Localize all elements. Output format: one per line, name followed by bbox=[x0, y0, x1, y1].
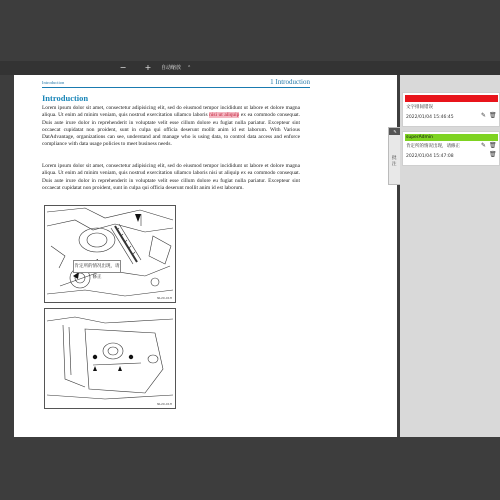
figure-1-code: NL20-01H bbox=[157, 296, 172, 300]
comment-text: 文字排间错误 bbox=[406, 105, 433, 110]
delete-icon[interactable]: 🗑 bbox=[489, 142, 497, 149]
running-header-left: Introduction bbox=[42, 80, 65, 85]
viewer-toolbar bbox=[0, 61, 500, 75]
engine-drawing bbox=[45, 206, 175, 302]
delete-icon[interactable]: 🗑 bbox=[489, 112, 497, 119]
paragraph-2: Lorem ipsum dolor sit amet, consectetur adipisicing elit, sed do eiusmod tempor incididunt ut labore et dolore magna aliqua. Ut enim ad minim veniam, quis nostrud exercitation ullamco laboris nisi ut aliquip ex ea commodo consequat. Duis aute irure dolor in reprehenderit in voluptate velit esse cillum dolore eu fugiat nulla pariatur. Excepteur sint occaecat cupidatat non proident, sunt in culpa qui officia deserunt mollit anim id est laborum. bbox=[42, 163, 300, 191]
paragraph-1 bbox=[42, 105, 300, 149]
edit-icon: ✎ bbox=[389, 128, 401, 135]
zoom-in-button[interactable]: + bbox=[144, 63, 152, 72]
figure-panel-illustration bbox=[44, 308, 176, 409]
chevron-down-icon[interactable]: ⌃ bbox=[187, 65, 192, 71]
page-header bbox=[42, 79, 310, 88]
document-page bbox=[14, 75, 397, 437]
paragraph-1-text-b: ex ea commodo consequat. Duis aute irure dolor in reprehenderit in voluptate velit esse cillum dolore eu fugiat nulla pariatur. Excepteur sint occaecat cupidatat non proident, sunt in culpa qui officia deserunt mollit anim id est laborum. With Various DatAdvantage, organizations can see, understand and manage who is using data, to control data access and enforce compliance with data usage policies to meet business needs. bbox=[42, 112, 300, 148]
figure-engine-illustration bbox=[44, 205, 176, 303]
edit-icon[interactable]: ✎ bbox=[481, 112, 487, 119]
zoom-select[interactable]: 自动缩放 bbox=[161, 65, 182, 71]
figure-2-code: NL20-01H bbox=[157, 402, 172, 406]
comment-time: 2022/01/04 15:46:45 bbox=[406, 115, 454, 120]
comment-card[interactable] bbox=[402, 92, 500, 127]
comments-panel bbox=[400, 75, 500, 437]
panel-drawing bbox=[45, 309, 175, 408]
comment-author bbox=[405, 95, 498, 102]
zoom-out-button[interactable]: − bbox=[119, 63, 127, 72]
comment-card[interactable] bbox=[402, 131, 500, 166]
paragraph-1-text-a: Lorem ipsum dolor sit amet, consectetur adipisicing elit, sed do eiusmod tempor incididunt ut labore et dolore magna aliqua. Ut enim ad minim veniam, quis nostrud exercitation ullamco laboris bbox=[42, 105, 300, 119]
comment-time: 2022/01/04 15:47:08 bbox=[406, 154, 454, 159]
section-title: Introduction bbox=[42, 93, 89, 103]
side-tab-label: 批注 bbox=[392, 156, 397, 167]
annotation-callout[interactable]: 肯定所的情况出现，请修正 bbox=[73, 260, 121, 273]
edit-icon[interactable]: ✎ bbox=[481, 142, 487, 149]
delete-icon[interactable]: 🗑 bbox=[489, 151, 497, 158]
highlighted-text[interactable]: nisi ut aliquip bbox=[209, 112, 240, 119]
comment-text: 肯定所的情况出现，请修正 bbox=[406, 144, 460, 149]
running-header-right: 1 Introduction bbox=[270, 78, 310, 86]
comment-author: superAdmin bbox=[405, 134, 498, 141]
